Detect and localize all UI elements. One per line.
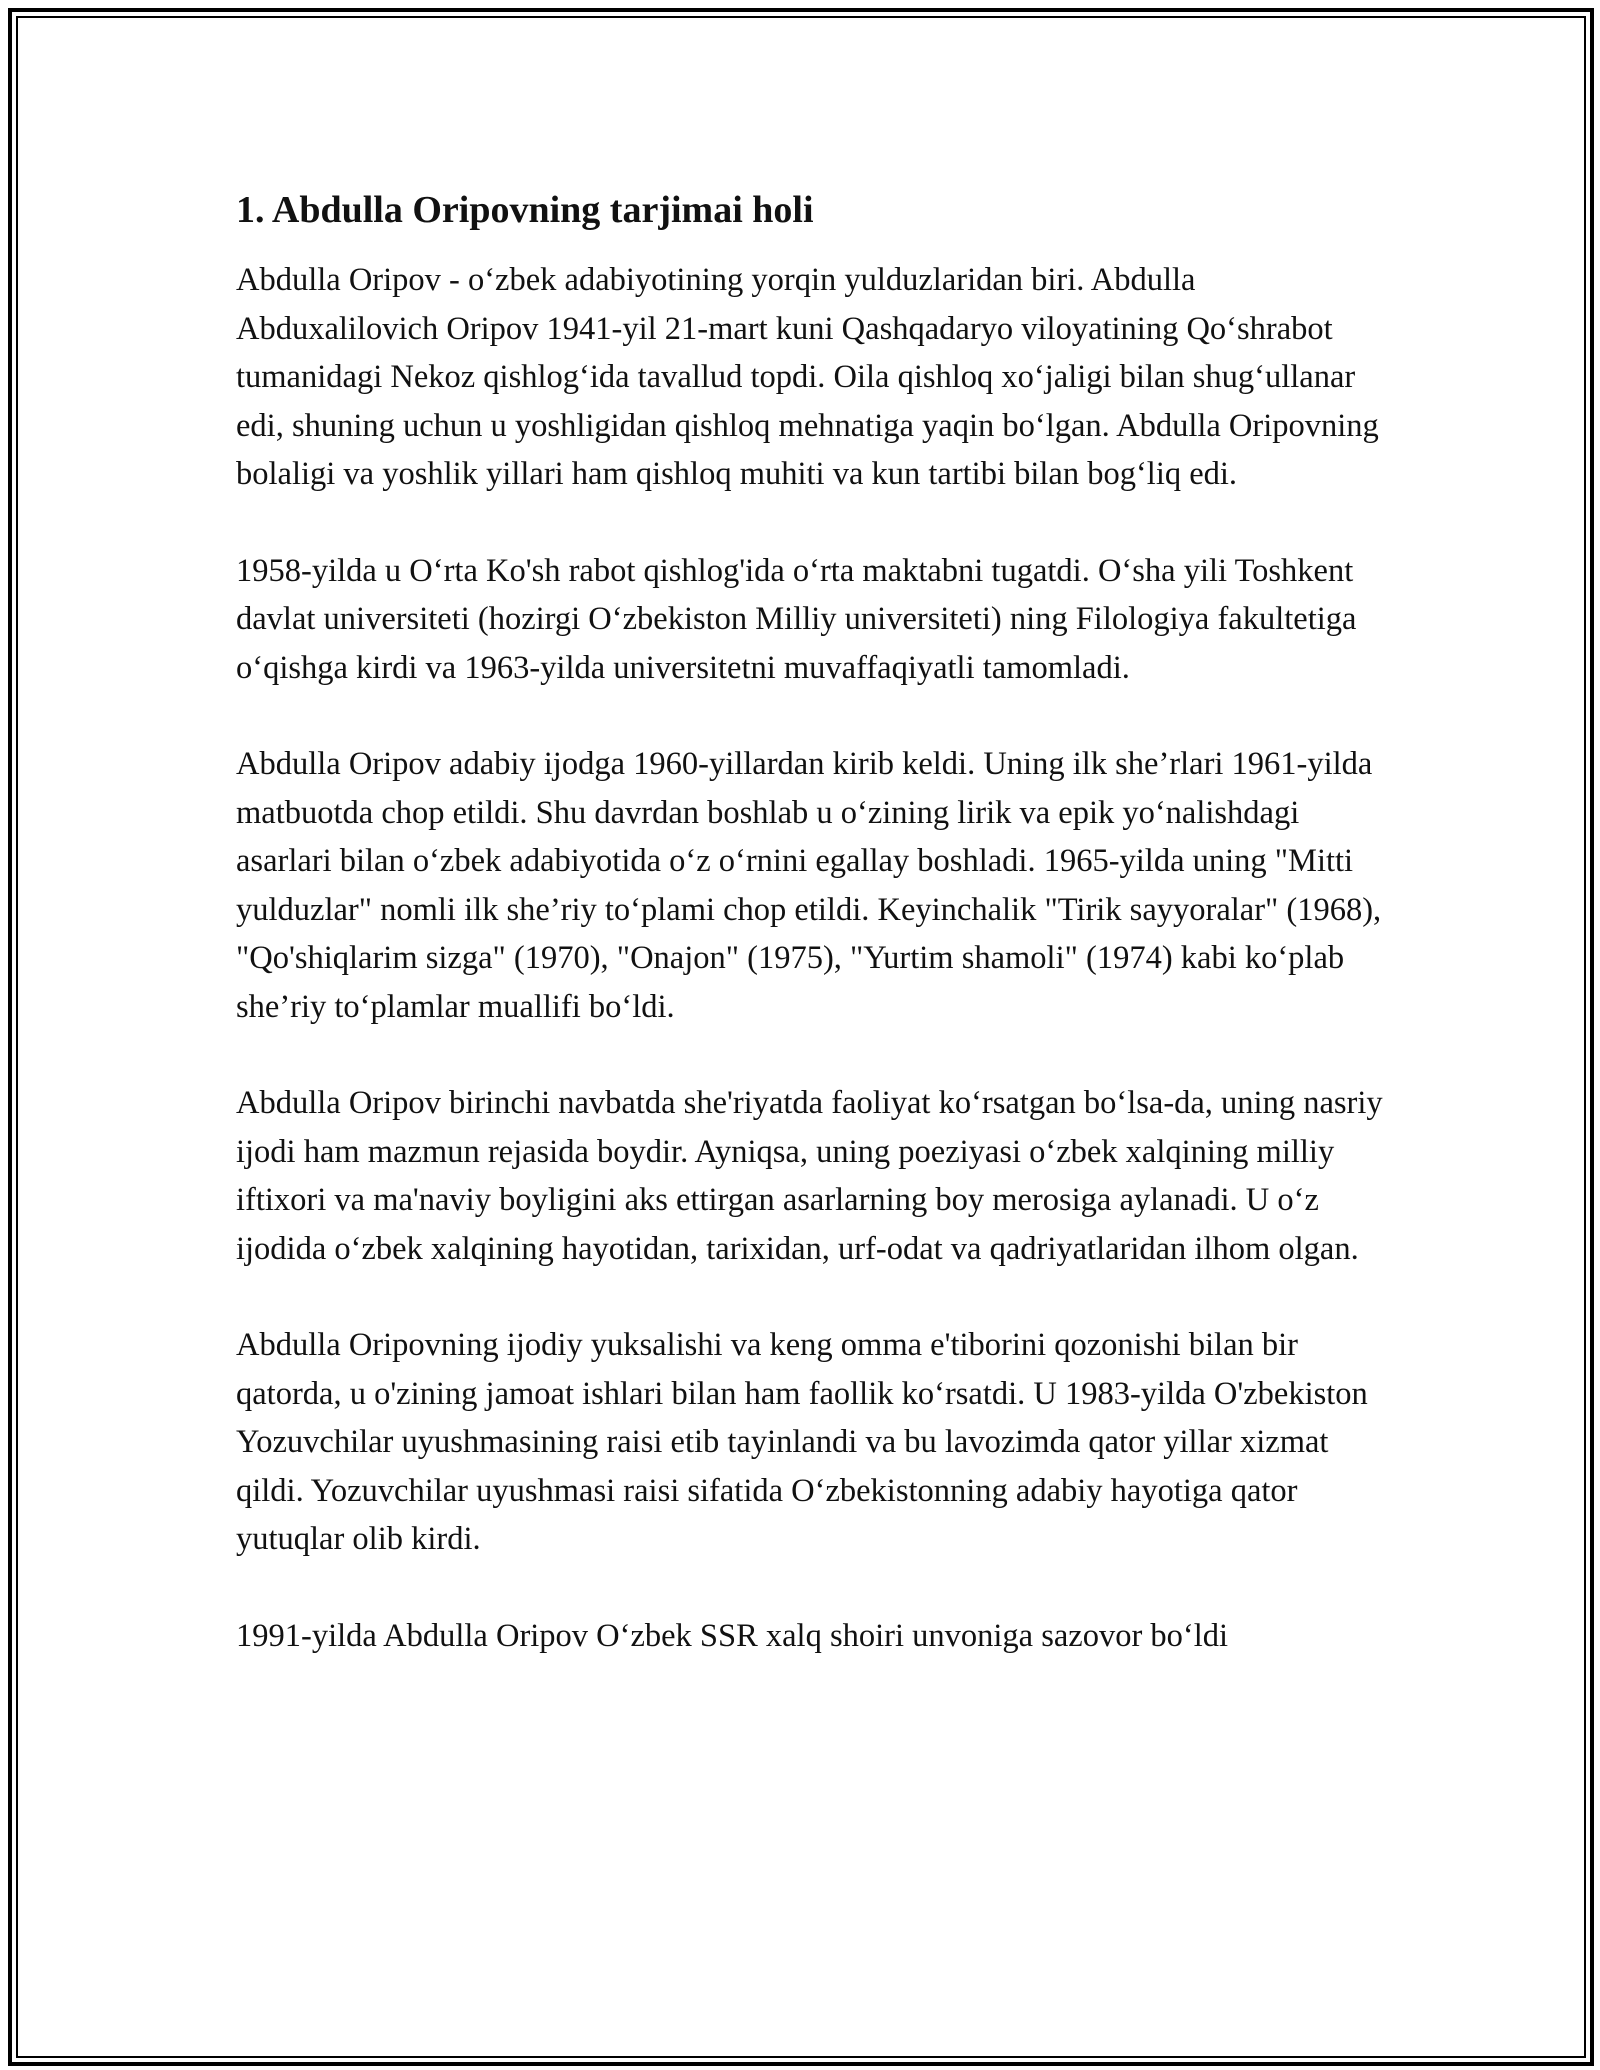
paragraph-public-work: Abdulla Oripovning ijodiy yuksalishi va keng omma e'tiborini qozonishi bilan bir qatorda, u o'zining jamoat ishlari bilan ham faollik ko‘rsatdi. U 1983-yilda O'zbekiston Yozuvchilar uyushmasining raisi etib tayinlandi va bu lavozimda qator yillar xizmat qildi. Yozuvchilar uyushmasi raisi sifatida O‘zbekistonning adabiy hayotiga qator yutuqlar olib kirdi. [236, 1327, 1368, 1557]
paragraph-literary-debut: Abdulla Oripov adabiy ijodga 1960-yillardan kirib keldi. Uning ilk she’rlari 1961-yilda matbuotda chop etildi. Shu davrdan boshlab u o‘zining lirik va epik yo‘nalishdagi asarlari bilan o‘zbek adabiyotida o‘z o‘rnini egallay boshladi. 1965-yilda uning "Mitti yulduzlar" nomli ilk she’riy to‘plami chop etildi. Keyinchalik "Tirik sayyoralar" (1968), "Qo'shiqlarim sizga" (1970), "Onajon" (1975), "Yurtim shamoli" (1974) kabi ko‘plab she’riy to‘plamlar muallifi bo‘ldi. [236, 746, 1382, 1025]
paragraph-biography-intro: Abdulla Oripov - o‘zbek adabiyotining yorqin yulduzlaridan biri. Abdulla Abduxalilovich Oripov 1941-yil 21-mart kuni Qashqadaryo viloyatining Qo‘shrabot tumanidagi Nekoz qishlog‘ida tavallud topdi. Oila qishloq xo‘jaligi bilan shug‘ullanar edi, shuning uchun u yoshligidan qishloq mehnatiga yaqin bo‘lgan. Abdulla Oripovning bolaligi va yoshlik yillari ham qishloq muhiti va kun tartibi bilan bog‘liq edi. [236, 262, 1379, 492]
paragraph-poetry-legacy: Abdulla Oripov birinchi navbatda she'riyatda faoliyat ko‘rsatgan bo‘lsa-da, uning nasriy ijodi ham mazmun rejasida boydir. Ayniqsa, uning poeziyasi o‘zbek xalqining milliy iftixori va ma'naviy boyligini aks ettirgan asarlarning boy merosiga aylanadi. U o‘z ijodida o‘zbek xalqining hayotidan, tarixidan, urf-odat va qadriyatlaridan ilhom olgan. [236, 1085, 1383, 1267]
paragraph-national-poet: 1991-yilda Abdulla Oripov O‘zbek SSR xalq shoiri unvoniga sazovor bo‘ldi [236, 1617, 1229, 1654]
paragraph-education: 1958-yilda u O‘rta Ko'sh rabot qishlog'ida o‘rta maktabni tugatdi. O‘sha yili Toshkent davlat universiteti (hozirgi O‘zbekiston Milliy universiteti) ning Filologiya fakultetiga o‘qishga kirdi va 1963-yilda universitetni muvaffaqiyatli tamomladi. [236, 552, 1357, 686]
document-body [236, 186, 1386, 1660]
document-title: 1. Abdulla Oripovning tarjimai holi [236, 189, 814, 231]
